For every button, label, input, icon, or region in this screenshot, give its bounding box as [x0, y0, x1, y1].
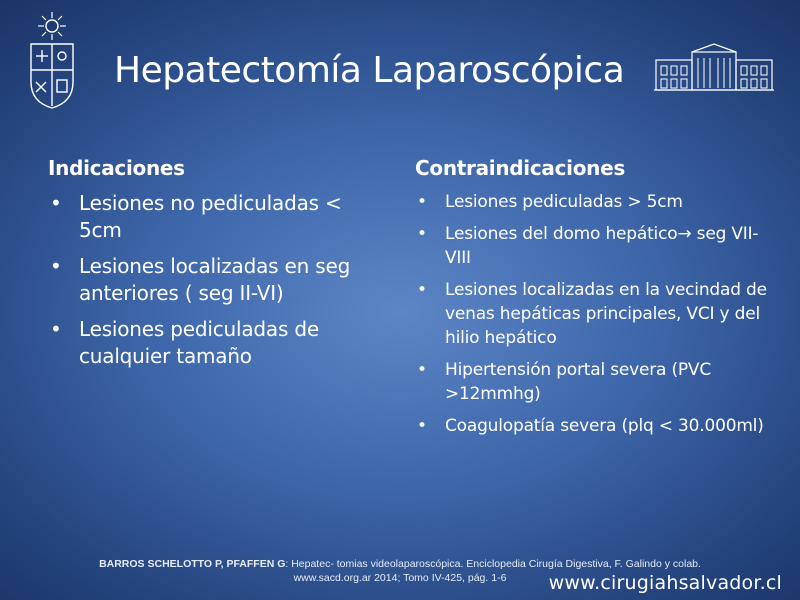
list-item [415, 278, 775, 350]
bullet-icon: • [417, 192, 427, 212]
list-item [415, 414, 775, 438]
list-item-text: Hipertensión portal severa (PVC >12mmhg) [445, 360, 712, 404]
list-item-text: Coagulopatía severa (plq < 30.000ml) [445, 416, 764, 436]
bullet-icon: • [50, 191, 62, 215]
bullet-icon: • [50, 254, 62, 278]
citation-authors: BARROS SCHELOTTO P, PFAFFEN G [99, 558, 286, 570]
contraindications-column [415, 156, 775, 446]
slide-title: Hepatectomía Laparoscópica [114, 50, 625, 91]
citation-line-1 [40, 557, 760, 571]
list-item-text: Lesiones pediculadas > 5cm [445, 192, 683, 212]
bullet-icon: • [50, 317, 62, 341]
list-item [415, 222, 775, 270]
list-item [48, 190, 388, 244]
website-url: www.cirugiahsalvador.cl [548, 572, 782, 594]
indications-column [48, 156, 388, 379]
indications-list [48, 190, 388, 370]
list-item-text: Lesiones localizadas en seg anteriores ( seg II-VI) [79, 254, 351, 305]
citation-line-2: www.sacd.org.ar 2014; Tomo IV-425, pág. 1-6 [293, 572, 507, 584]
contraindications-list [415, 190, 775, 438]
contraindications-heading: Contraindicaciones [415, 156, 625, 180]
list-item-text: Lesiones no pediculadas < 5cm [79, 191, 342, 242]
university-crest-icon [26, 10, 78, 110]
list-item-text: Lesiones del domo hepático→ seg VII-VIII [445, 224, 759, 268]
citation-text: : Hepatec- tomias videolaparoscópica. Enciclopedia Cirugía Digestiva, F. Galindo y colab. [285, 558, 701, 570]
bullet-icon: • [417, 280, 427, 300]
bullet-icon: • [417, 416, 427, 436]
list-item [415, 358, 775, 406]
indications-heading: Indicaciones [48, 156, 185, 180]
bullet-icon: • [417, 224, 427, 244]
list-item-text: Lesiones localizadas en la vecindad de venas hepáticas principales, VCI y del hilio hepático [445, 280, 767, 348]
bullet-icon: • [417, 360, 427, 380]
list-item [48, 316, 388, 370]
hospital-building-icon [652, 42, 776, 92]
list-item-text: Lesiones pediculadas de cualquier tamaño [79, 317, 319, 368]
list-item [415, 190, 775, 214]
list-item [48, 253, 388, 307]
